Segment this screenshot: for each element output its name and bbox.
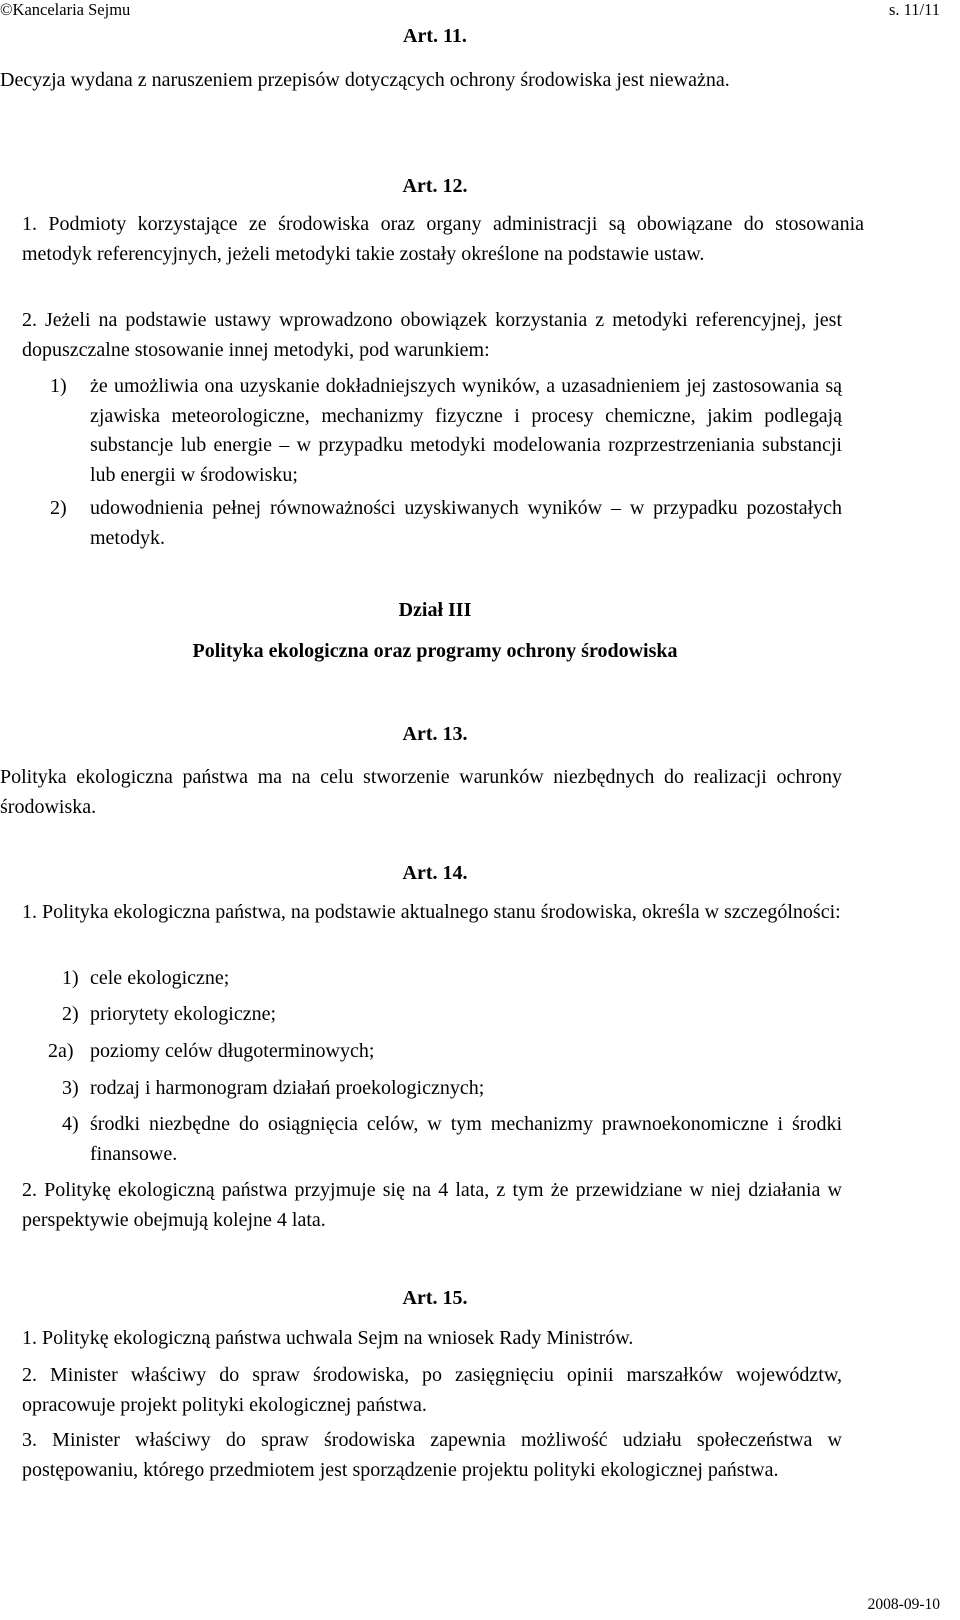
art-15-para-2: 2. Minister właściwy do spraw środowiska, po zasięgnięciu opinii marszałków województw, opracowuje projekt polityki ekologicznej państwa. bbox=[22, 1364, 842, 1416]
list-item-number: 2) bbox=[50, 497, 67, 519]
list-item-number: 2a) bbox=[48, 1040, 74, 1062]
list-item-text: cele ekologiczne; bbox=[90, 967, 230, 989]
list-item-text: że umożliwia ona uzyskanie dokładniejszych wyników, a uzasadnieniem jej zastosowania są zjawiska meteorologiczne, mechanizmy fizyczne i procesy chemiczne, jakim podlegają substancje lub energie – w przypadku metodyki modelowania rozprzestrzeniania substancji lub energii w środowisku; bbox=[90, 375, 842, 486]
list-item-number: 1) bbox=[62, 967, 79, 989]
section-heading: Dział III bbox=[398, 599, 472, 621]
art-12-para-2: 2. Jeżeli na podstawie ustawy wprowadzono obowiązek korzystania z metodyki referencyjnej, jest dopuszczalne stosowanie innej metodyki, pod warunkiem: bbox=[22, 309, 842, 361]
art-14-para-1: 1. Polityka ekologiczna państwa, na podstawie aktualnego stanu środowiska, określa w szczególności: bbox=[22, 901, 841, 923]
list-item-number: 2) bbox=[62, 1003, 79, 1025]
list-item-number: 1) bbox=[50, 375, 67, 397]
art-13-title: Art. 13. bbox=[402, 723, 468, 745]
document-date: 2008-09-10 bbox=[867, 1596, 940, 1613]
art-12-title: Art. 12. bbox=[402, 175, 468, 197]
art-14-title: Art. 14. bbox=[402, 862, 468, 884]
list-item-text: środki niezbędne do osiągnięcia celów, w tym mechanizmy prawnoekonomiczne i środki finansowe. bbox=[90, 1113, 842, 1165]
list-item-number: 3) bbox=[62, 1077, 79, 1099]
art-15-para-1: 1. Politykę ekologiczną państwa uchwala Sejm na wniosek Rady Ministrów. bbox=[22, 1327, 634, 1349]
list-item-text: poziomy celów długoterminowych; bbox=[90, 1040, 375, 1062]
page-number: s. 11/11 bbox=[888, 0, 940, 19]
art-13-text: Polityka ekologiczna państwa ma na celu stworzenie warunków niezbędnych do realizacji ochrony środowiska. bbox=[0, 766, 842, 818]
art-11-text: Decyzja wydana z naruszeniem przepisów dotyczących ochrony środowiska jest nieważna. bbox=[0, 69, 730, 91]
art-12-para-1: 1. Podmioty korzystające ze środowiska oraz organy administracji są obowiązane do stosowania metodyk referencyjnych, jeżeli metodyki takie zostały określone na podstawie ustaw. bbox=[22, 213, 864, 265]
art-15-title: Art. 15. bbox=[402, 1287, 468, 1309]
header-source: ©Kancelaria Sejmu bbox=[0, 0, 131, 19]
list-item-text: udowodnienia pełnej równoważności uzyskiwanych wyników – w przypadku pozostałych metodyk. bbox=[90, 497, 842, 549]
section-subheading: Polityka ekologiczna oraz programy ochrony środowiska bbox=[192, 640, 678, 662]
art-14-para-2: 2. Politykę ekologiczną państwa przyjmuje się na 4 lata, z tym że przewidziane w niej działania w perspektywie obejmują kolejne 4 lata. bbox=[22, 1179, 842, 1231]
list-item-number: 4) bbox=[62, 1113, 79, 1135]
list-item-text: rodzaj i harmonogram działań proekologicznych; bbox=[90, 1077, 485, 1099]
art-15-para-3: 3. Minister właściwy do spraw środowiska zapewnia możliwość udziału społeczeństwa w postępowaniu, którego przedmiotem jest sporządzenie projektu polityki ekologicznej państwa. bbox=[22, 1429, 842, 1481]
list-item-text: priorytety ekologiczne; bbox=[90, 1003, 277, 1025]
art-11-title: Art. 11. bbox=[403, 25, 467, 47]
